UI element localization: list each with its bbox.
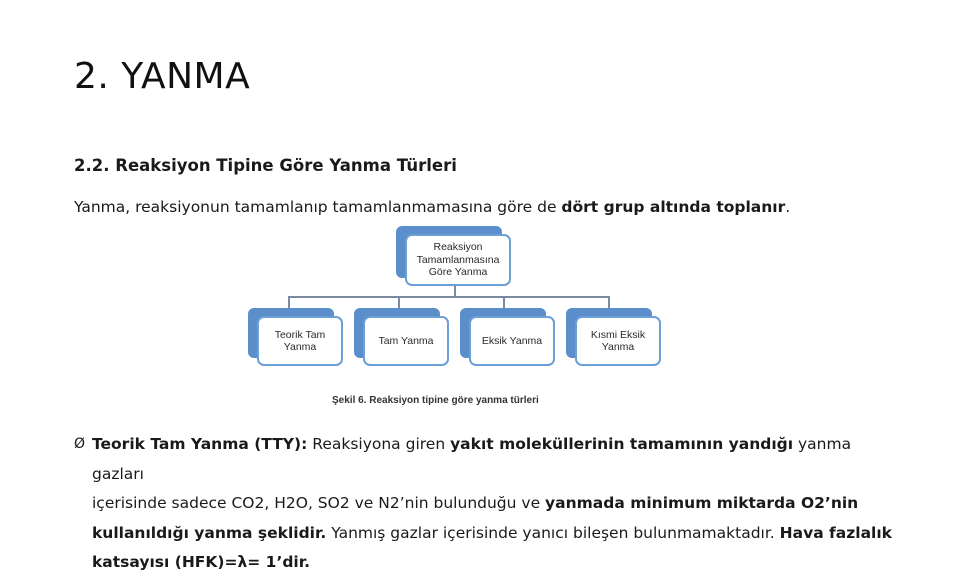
section-subtitle: 2.2. Reaksiyon Tipine Göre Yanma Türleri <box>74 156 457 175</box>
bullet-text <box>74 430 894 578</box>
bullet-bold-5: katsayısı (HFK)=λ= 1’dir. <box>92 553 311 571</box>
child-node-4 <box>566 308 652 358</box>
connector-drop-3 <box>503 296 505 308</box>
bullet-paragraph <box>74 430 894 578</box>
connector-drop-4 <box>608 296 610 308</box>
root-node-label: Reaksiyon Tamamlanmasına Göre Yanma <box>405 234 511 286</box>
bullet-bold-1: yakıt moleküllerinin tamamının yandığı <box>450 435 794 453</box>
child-node-3-label: Eksik Yanma <box>469 316 555 366</box>
bullet-text-5: içerisinde sadece CO2, H2O, SO2 ve N2’nin bulunduğu ve <box>92 494 546 512</box>
bullet-bold-3: kullanıldığı yanma şeklidir. <box>92 523 327 542</box>
bullet-text-4: yanma gazları <box>92 435 852 483</box>
connector-drop-2 <box>398 296 400 308</box>
intro-text-2: . <box>785 198 791 216</box>
child-node-2 <box>354 308 440 358</box>
bullet-term: Teorik Tam Yanma (TTY): <box>92 435 308 453</box>
connector-drop-1 <box>288 296 290 308</box>
child-node-1-label: Teorik Tam Yanma <box>257 316 343 366</box>
intro-bold-text: dört grup altında toplanır <box>561 198 786 216</box>
bullet-bold-2: yanmada minimum miktarda O2’nin <box>545 494 859 512</box>
combustion-types-diagram <box>240 224 680 420</box>
child-node-3 <box>460 308 546 358</box>
figure-caption: Şekil 6. Reaksiyon tipine göre yanma türleri <box>332 395 539 406</box>
root-node <box>396 226 502 278</box>
connector-horizontal <box>288 296 610 298</box>
bullet-bold-4: Hava fazlalık <box>779 523 892 542</box>
child-node-1 <box>248 308 334 358</box>
bullet-text-8: Yanmış gazlar içerisinde yanıcı bileşen bulunmamaktadır. <box>326 523 780 542</box>
child-node-2-label: Tam Yanma <box>363 316 449 366</box>
slide-title: 2. YANMA <box>74 56 251 97</box>
intro-paragraph <box>74 198 790 216</box>
bullet-arrow-icon: Ø <box>74 436 86 452</box>
bullet-text-2: Reaksiyona giren <box>307 435 451 453</box>
intro-text-1: Yanma, reaksiyonun tamamlanıp tamamlanmamasına göre de <box>74 198 562 216</box>
child-node-4-label: Kısmi Eksik Yanma <box>575 316 661 366</box>
